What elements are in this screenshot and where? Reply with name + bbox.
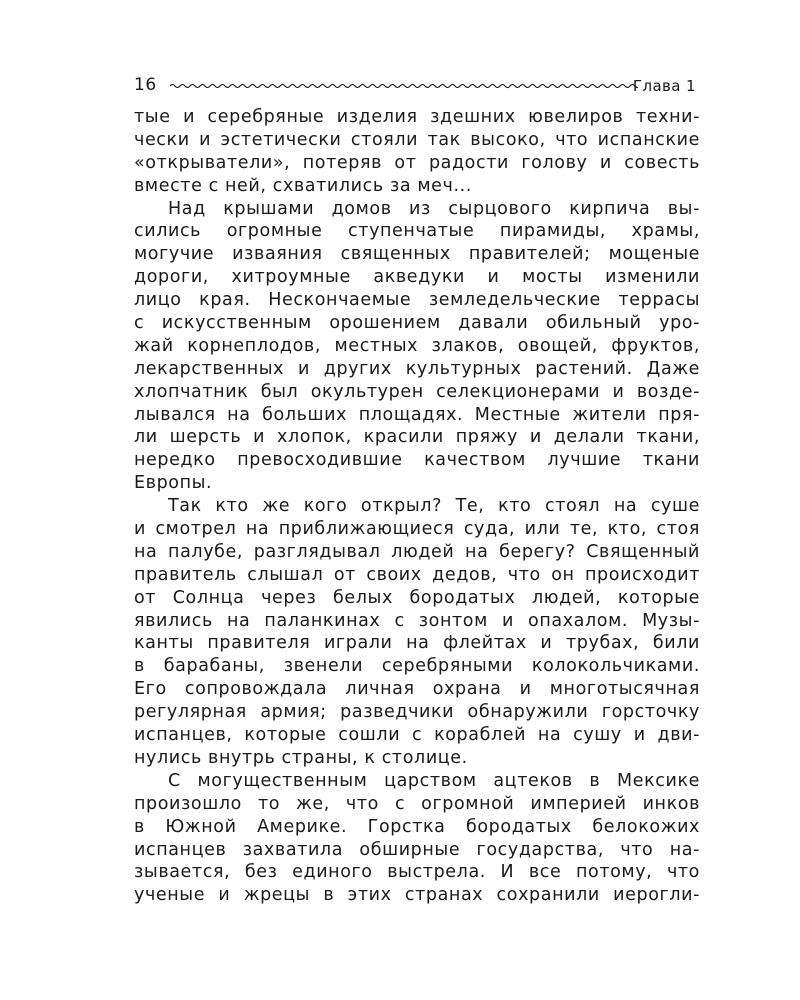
text-line: Европы. — [134, 473, 213, 494]
text-line: регулярная армия; разведчики обнаружили горсточку — [134, 702, 700, 723]
text-line: ли шерсть и хлопок, красили пряжу и делали ткани, — [134, 427, 700, 448]
text-line: на палубе, разглядывал людей на берегу? Священный — [134, 541, 700, 562]
body-text — [134, 106, 700, 907]
chapter-label: Глава 1 — [632, 77, 696, 95]
text-line: и смотрел на приближающиеся суда, или те, кто, стоя — [134, 519, 700, 540]
text-line: нулись внутрь страны, к столице. — [134, 747, 468, 768]
text-line: в Южной Америке. Горстка бородатых белокожих — [134, 816, 700, 837]
text-line: чески и эстетически стояли так высоко, что испанские — [134, 129, 700, 150]
paragraph — [134, 198, 700, 496]
text-line: хлопчатник был окультурен селекционерами и возде- — [134, 381, 700, 402]
paragraph — [134, 106, 700, 198]
wavy-rule-ornament — [170, 80, 638, 92]
paragraph — [134, 770, 700, 907]
text-line: сились огромные ступенчатые пирамиды, храмы, — [134, 221, 700, 242]
paragraph — [134, 495, 700, 770]
text-line: испанцев захватила обширные государства, что на- — [134, 839, 700, 860]
text-line: лывался на больших площадях. Местные жители пря- — [134, 404, 700, 425]
running-head — [134, 74, 698, 98]
text-line: зывается, без единого выстрела. И все потому, что — [134, 862, 700, 883]
text-line: произошло то же, что с огромной империей инков — [134, 793, 700, 814]
text-line: правитель слышал от своих дедов, что он происходит — [134, 564, 700, 585]
text-line: «открыватели», потеряв от радости голову и совесть — [134, 152, 700, 173]
text-line: Над крышами домов из сырцового кирпича вы- — [168, 198, 700, 219]
page-number: 16 — [134, 75, 157, 95]
text-line: Его сопровождала личная охрана и многотысячная — [134, 679, 700, 700]
text-line: в барабаны, звенели серебряными колокольчиками. — [134, 656, 700, 677]
text-line: могучие изваяния священных правителей; мощеные — [134, 244, 700, 265]
text-line: тые и серебряные изделия здешних ювелиров техни- — [134, 107, 700, 127]
text-line: явились на паланкинах с зонтом и опахалом. Музы- — [134, 610, 700, 631]
text-line: жай корнеплодов, местных злаков, овощей, фруктов, — [134, 335, 700, 356]
text-line: с искусственным орошением давали обильный уро- — [134, 313, 700, 334]
text-line: от Солнца через белых бородатых людей, которые — [134, 587, 700, 608]
text-line: нередко превосходившие качеством лучшие ткани — [134, 450, 700, 471]
text-line: лицо края. Нескончаемые земледельческие террасы — [134, 290, 700, 311]
text-line: ученые и жрецы в этих странах сохранили иерогли- — [134, 885, 700, 906]
text-line: Так кто же кого открыл? Те, кто стоял на суше — [168, 496, 700, 517]
text-line: С могущественным царством ацтеков в Мексике — [168, 770, 700, 791]
text-line: дороги, хитроумные акведуки и мосты изменили — [134, 267, 700, 288]
text-line: испанцев, которые сошли с кораблей на сушу и дви- — [134, 725, 700, 746]
text-line: канты правителя играли на флейтах и трубах, били — [134, 633, 700, 654]
text-line: вместе с ней, схватились за меч... — [134, 175, 472, 196]
text-line: лекарственных и других культурных растений. Даже — [134, 358, 700, 379]
